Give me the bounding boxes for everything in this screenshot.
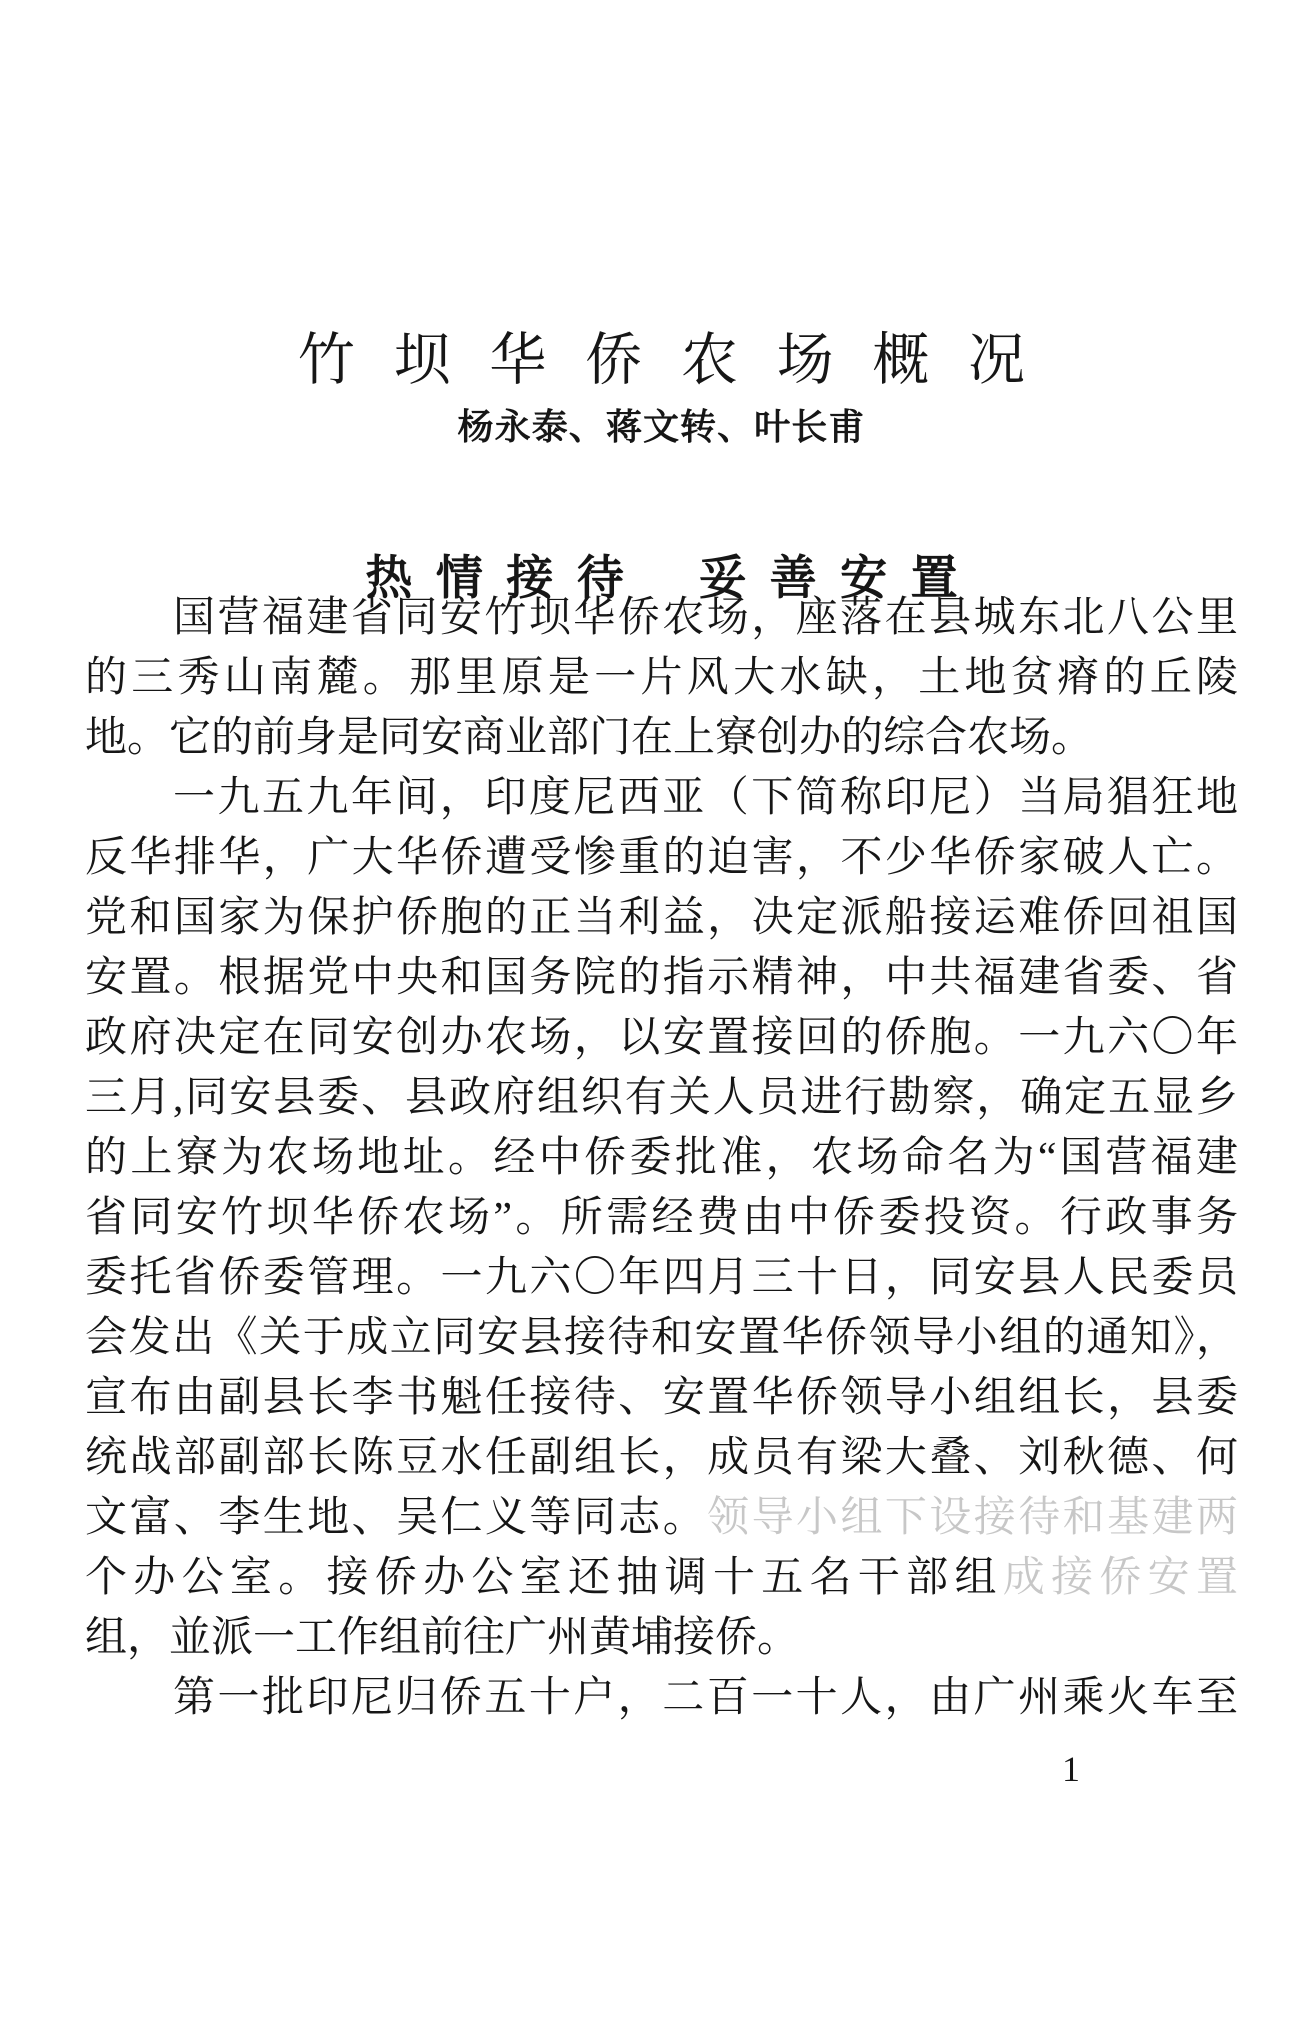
body-line-text: 党和国家为保护侨胞的正当利益，决定派船接运难侨回祖国 [85, 895, 1238, 941]
body-line-text: 委托省侨委管理。一九六〇年四月三十日，同安县人民委员 [85, 1255, 1238, 1301]
body-line-text: 统战部副部长陈豆水任副组长，成员有梁大叠、刘秋德、何 [85, 1435, 1238, 1481]
body-line [85, 948, 1238, 1008]
body-line-text: 国营福建省同安竹坝华侨农场，座落在县城东北八公里 [173, 595, 1238, 641]
body-line-text: 宣布由副县长李书魁任接待、安置华侨领导小组组长，县委 [85, 1375, 1238, 1421]
body-line-text: 政府决定在同安创办农场，以安置接回的侨胞。一九六〇年 [85, 1015, 1238, 1061]
authors-line: 杨永泰、蒋文转、叶长甫 [457, 406, 866, 447]
page-title: 竹坝华侨农场概况 [297, 329, 1064, 393]
body-line [85, 1368, 1238, 1428]
body-line [85, 1128, 1238, 1188]
body-line [85, 888, 1238, 948]
body-line-text: 的上寮为农场地址。经中侨委批准，农场命名为“国营福建 [85, 1135, 1238, 1181]
body-line-text: 反华排华，广大华侨遭受惨重的迫害，不少华侨家破人亡。 [85, 835, 1238, 881]
body-line [85, 648, 1238, 708]
body-line-text: 地。它的前身是同安商业部门在上寮创办的综合农场。 [85, 715, 1094, 761]
body-line [85, 1008, 1238, 1068]
body-line [85, 1668, 1238, 1728]
body-line-text: 三月,同安县委、县政府组织有关人员进行勘察，确定五显乡 [85, 1075, 1238, 1121]
page-number: 1 [1062, 1749, 1080, 1789]
body-line-text: 第一批印尼归侨五十户，二百一十人，由广州乘火车至 [173, 1675, 1238, 1721]
body-line-text: 个办公室。接侨办公室还抽调十五名干部组 [85, 1555, 1003, 1601]
section-heading-part1: 热情接待 [365, 551, 648, 604]
body-line [85, 768, 1238, 828]
body-line [85, 1248, 1238, 1308]
body-line [85, 1548, 1238, 1608]
body-line-text: 安置。根据党中央和国务院的指示精神，中共福建省委、省 [85, 955, 1238, 1001]
body-line [85, 588, 1238, 648]
body-text [85, 588, 1238, 1728]
body-line [85, 1608, 1238, 1668]
body-line-text: 会发出《关于成立同安县接待和安置华侨领导小组的通知》， [85, 1315, 1238, 1361]
body-line-text: 的三秀山南麓。那里原是一片风大水缺，土地贫瘠的丘陵 [85, 655, 1238, 701]
body-line [85, 1308, 1238, 1368]
body-line-text: 一九五九年间，印度尼西亚（下简称印尼）当局猖狂地 [173, 775, 1238, 821]
body-line-text: 文富、李生地、吴仁义等同志。 [85, 1495, 708, 1541]
body-line-text: 省同安竹坝华侨农场”。所需经费由中侨委投资。行政事务 [85, 1195, 1238, 1241]
body-line-faded-text: 领导小组下设接待和基建两 [707, 1495, 1238, 1541]
body-line [85, 828, 1238, 888]
body-line [85, 1188, 1238, 1248]
body-line-text: 组，並派一工作组前往广州黄埔接侨。 [85, 1615, 800, 1661]
body-line [85, 1068, 1238, 1128]
body-line [85, 1488, 1238, 1548]
body-line-faded-text: 成接侨安置 [1002, 1555, 1238, 1601]
body-line [85, 708, 1238, 768]
section-heading-part2: 妥善安置 [699, 551, 982, 604]
body-line [85, 1428, 1238, 1488]
